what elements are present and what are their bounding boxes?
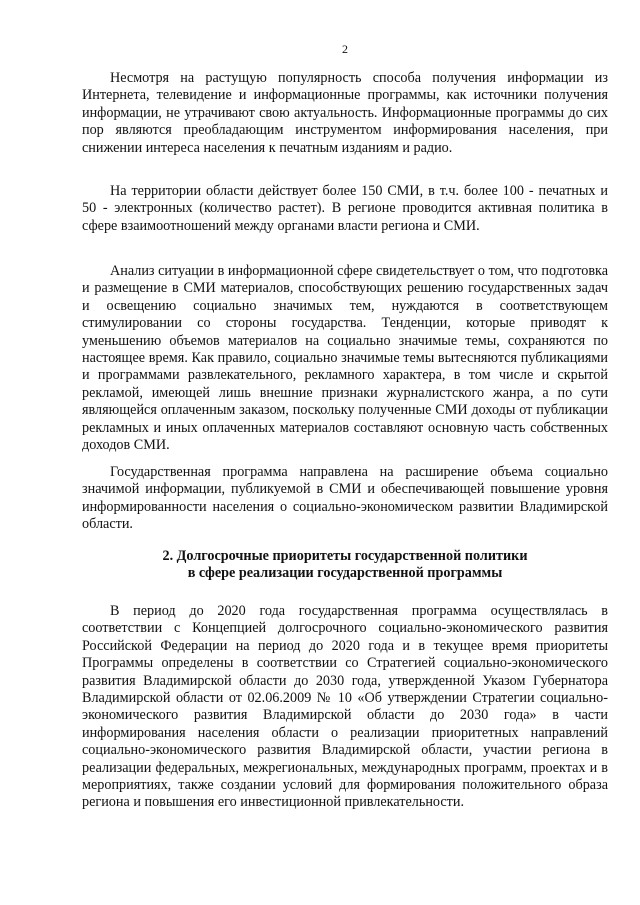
section-heading	[82, 548, 608, 583]
paragraph-priorities: В период до 2020 года государственная программа осуществлялась в соответствии с Концепцией долгосрочного социально-экономического развития Российской Федерации на период до 2020 года и в текущее время приоритеты Программы определены в соответствии со Стратегией социально-экономического развития Владимирской области до 2030 года, утвержденной Указом Губернатора Владимирской области от 02.06.2009 № 10 «Об утверждении Стратегии социально-экономического развития Владимирской области до 2030 года» в части информирования населения области о реализации приоритетных направлений социально-экономического развития Владимирской области, участии региона в реализации федеральных, межрегиональных, международных программ, проектах и в мероприятиях, также создании условий для формирования положительного образа региона и повышения его инвестиционной привлекательности.	[82, 603, 608, 811]
paragraph-information-sources: Несмотря на растущую популярность способа получения информации из Интернета, телевидение и информационные программы, как источники получения информации, не утрачивают свою актуальность. Информационные программы до сих пор являются преобладающим инструментом информирования населения, при снижении интереса населения к печатным изданиям и радио.	[82, 70, 608, 156]
paragraph-program-goal: Государственная программа направлена на расширение объема социально значимой информации, публикуемой в СМИ и обеспечивающей повышение уровня информированности населения о социально-экономическом развитии Владимирской области.	[82, 464, 608, 533]
paragraph-media-count: На территории области действует более 150 СМИ, в т.ч. более 100 - печатных и 50 - электронных (количество растет). В регионе проводится активная политика в сфере взаимоотношений между органами власти региона и СМИ.	[82, 183, 608, 234]
section-heading-line-1: 2. Долгосрочные приоритеты государственной политики	[162, 548, 528, 564]
paragraph-situation-analysis: Анализ ситуации в информационной сфере свидетельствует о том, что подготовка и размещение в СМИ материалов, способствующих решению государственных задач и освещению социально значимых тем, нуждаются в соответствующем стимулировании со стороны государства. Тенденции, которые приводят к уменьшению объемов материалов на социально значимые темы, сохраняются по настоящее время. Как правило, социально значимые темы вытесняются публикациями и программами развлекательного, рекламного характера, в том числе и скрытой рекламой, имеющей лишь внешние признаки журналистского жанра, а по сути являющейся оплаченным заказом, поскольку полученные СМИ доходы от публикации рекламных и иных оплаченных материалов составляют основную часть собственных доходов СМИ.	[82, 263, 608, 454]
page-number: 2	[342, 42, 348, 56]
section-heading-line-2: в сфере реализации государственной программы	[187, 565, 503, 582]
